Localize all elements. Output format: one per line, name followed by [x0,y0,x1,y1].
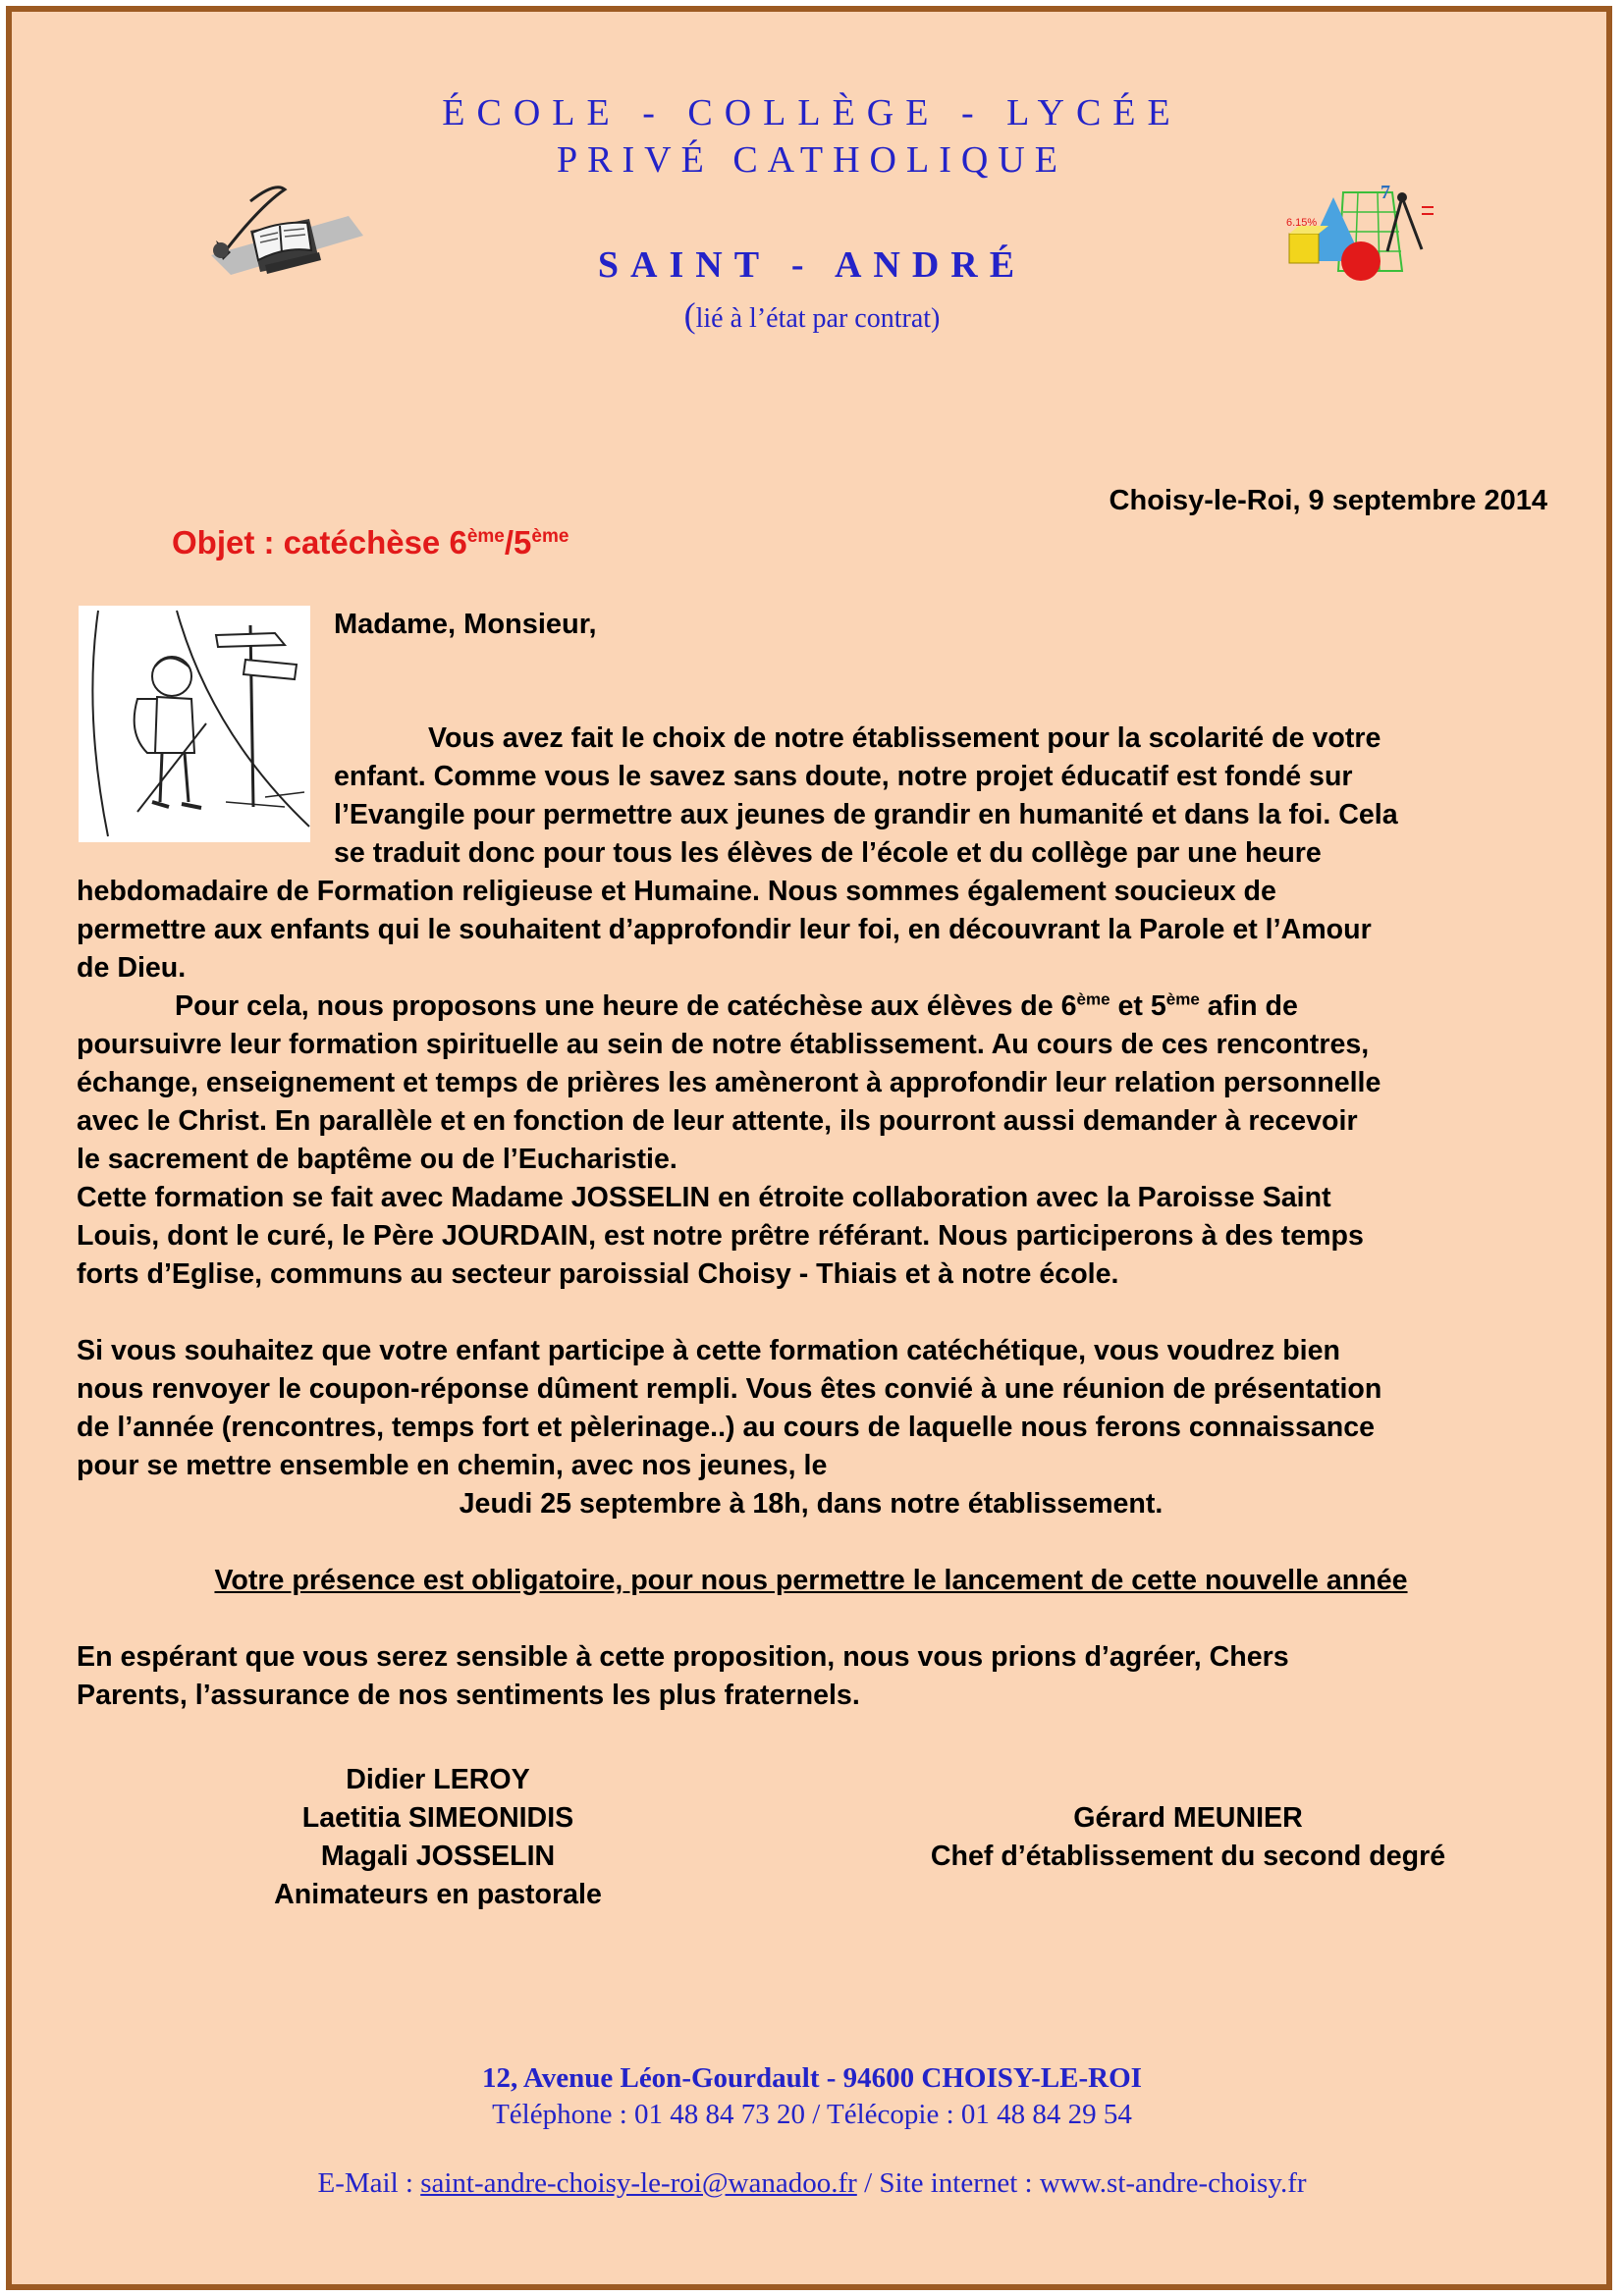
paragraph-1-line-2: enfant. Comme vous le savez sans doute, notre projet éducatif est fondé sur [334,761,1353,792]
letter-date: Choisy-le-Roi, 9 septembre 2014 [1109,485,1547,516]
paragraph-2-line-2: poursuivre leur formation spirituelle au sein de notre établissement. Au cours de ces rencontres, [77,1029,1370,1060]
signature-left [177,1761,699,1914]
letter-subject: Objet : catéchèse 6ème/5ème [172,524,569,561]
signatory-role: Chef d’établissement du second degré [930,1841,1446,1872]
paragraph-1-line-3: l’Evangile pour permettre aux jeunes de grandir en humanité et dans la foi. Cela [334,799,1398,830]
email-link[interactable]: saint-andre-choisy-le-roi@wanadoo.fr [420,2167,857,2199]
signatory-name: Laetitia SIMEONIDIS [301,1802,574,1834]
svg-text:6.15%: 6.15% [1286,217,1318,229]
blank-line [77,1294,1545,1332]
paragraph-2-line-8: forts d’Eglise, communs au secteur paroissial Choisy - Thiais et à notre école. [77,1258,1119,1290]
meeting-date: Jeudi 25 septembre à 18h, dans notre établissement. [459,1488,1164,1520]
school-status: (lié à l’état par contrat) [683,295,941,335]
closing-line-1: En espérant que vous serez sensible à cette proposition, nous vous prions d’agréer, Chers [77,1641,1289,1673]
paragraph-3-line-3: de l’année (rencontres, temps fort et pèlerinage..) au cours de laquelle nous ferons connaissance [77,1412,1376,1443]
website-text: / Site internet : www.st-andre-choisy.fr [856,2167,1307,2199]
school-name: SAINT - ANDRÉ [597,244,1027,286]
paragraph-1-line-5: hebdomadaire de Formation religieuse et Humaine. Nous sommes également soucieux de [77,876,1276,907]
paragraph-2-line-3: échange, enseignement et temps de prières les amèneront à approfondir leur relation personnelle [77,1067,1381,1098]
paragraph-3-line-2: nous renvoyer le coupon-réponse dûment rempli. Vous êtes convié à une réunion de présentation [77,1373,1382,1405]
paragraph-2-line-4: avec le Christ. En parallèle et en fonction de leur attente, ils pourront aussi demander à recevoir [77,1105,1358,1137]
signatory-name: Didier LEROY [346,1764,530,1795]
paragraph-2-line-5: le sacrement de baptême ou de l’Eucharistie. [77,1144,677,1175]
geometry-shapes-icon [1284,183,1441,286]
footer-contact: E-Mail : saint-andre-choisy-le-roi@wanadoo.fr / Site internet : www.st-andre-choisy.fr [317,2167,1307,2199]
book-and-quill-icon [191,182,368,285]
paragraph-2-line-1: Pour cela, nous proposons une heure de catéchèse aux élèves de 6ème et 5ème afin de [175,989,1298,1022]
signature-right [864,1799,1512,1876]
paragraph-1-line-4: se traduit donc pour tous les élèves de l’école et du collège par une heure [334,837,1322,869]
paragraph-1-line-1: Vous avez fait le choix de notre établissement pour la scolarité de votre [428,722,1381,754]
footer-phones: Téléphone : 01 48 84 73 20 / Télécopie : 01 48 84 29 54 [492,2099,1132,2130]
blank-line [77,1523,1545,1562]
salutation: Madame, Monsieur, [334,609,597,640]
paragraph-1-line-7: de Dieu. [77,952,187,984]
letter-body [77,720,1545,1715]
paragraph-3-line-4: pour se mettre ensemble en chemin, avec nos jeunes, le [77,1450,828,1481]
blank-line [77,1600,1545,1638]
header-line-1: ÉCOLE - COLLÈGE - LYCÉE [442,92,1182,133]
closing-line-2: Parents, l’assurance de nos sentiments les plus fraternels. [77,1680,860,1711]
footer-address: 12, Avenue Léon-Gourdault - 94600 CHOISY-LE-ROI [482,2062,1142,2094]
mandatory-notice: Votre présence est obligatoire, pour nous permettre le lancement de cette nouvelle année [214,1565,1408,1596]
signatory-role: Animateurs en pastorale [274,1879,602,1910]
paragraph-3-line-1: Si vous souhaitez que votre enfant participe à cette formation catéchétique, vous voudrez bien [77,1335,1340,1366]
paragraph-1-line-6: permettre aux enfants qui le souhaitent d’approfondir leur foi, en découvrant la Parole et l’Amour [77,914,1372,945]
svg-text:7: 7 [1380,183,1390,203]
header-line-2: PRIVÉ CATHOLIQUE [557,139,1067,181]
signatory-name: Magali JOSSELIN [320,1841,556,1872]
signatory-name: Gérard MEUNIER [1073,1802,1303,1834]
paragraph-2-line-7: Louis, dont le curé, le Père JOURDAIN, est notre prêtre référant. Nous participerons à des temps [77,1220,1364,1252]
paragraph-2-line-6: Cette formation se fait avec Madame JOSSELIN en étroite collaboration avec la Paroisse Saint [77,1182,1331,1213]
